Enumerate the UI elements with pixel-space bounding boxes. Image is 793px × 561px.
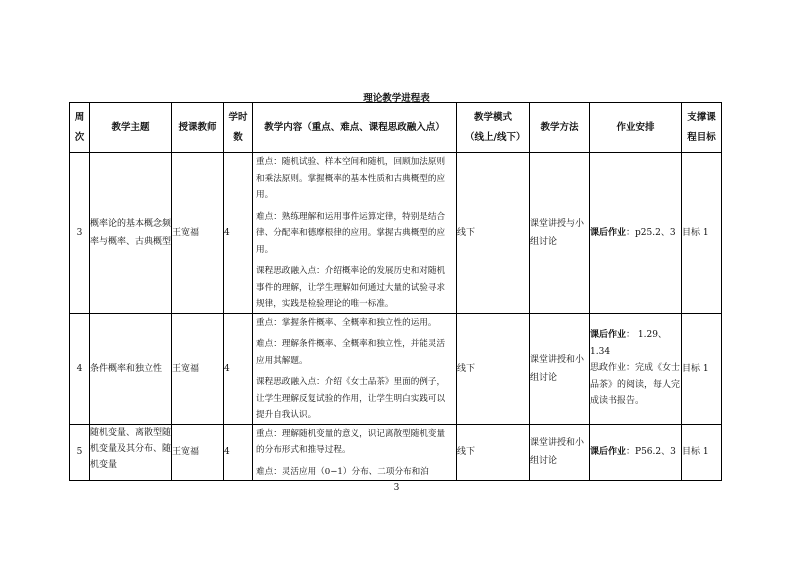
mode-cell: 线下 bbox=[457, 424, 530, 481]
method-cell: 课堂讲授和小组讨论 bbox=[530, 424, 590, 481]
teacher-cell: 王宽福 bbox=[172, 424, 224, 481]
header-row bbox=[70, 103, 722, 153]
hours-cell: 4 bbox=[224, 153, 253, 314]
homework-text: ： 1.29、1.34 bbox=[590, 330, 667, 357]
week-cell: 5 bbox=[70, 424, 90, 481]
difficult-point: 难点：灵活应用（0−1）分布、二项分布和泊 bbox=[256, 466, 429, 477]
homework-text: ：p25.2、3 bbox=[626, 227, 676, 238]
teaching-schedule-table bbox=[69, 102, 722, 481]
header-mode: 教学模式（线上/线下） bbox=[457, 103, 530, 153]
key-point: 重点：随机试验、样本空间和随机，回顾加法原则和乘法原则。掌握概率的基本性质和古典概型的应用。 bbox=[256, 157, 446, 200]
ideological-homework: 思政作业：完成《女士品茶》的阅读，每人完成读书报告。 bbox=[590, 363, 681, 407]
teacher-cell: 王宽福 bbox=[172, 313, 224, 424]
method-cell: 课堂讲授与小组讨论 bbox=[530, 153, 590, 314]
homework-cell bbox=[590, 153, 682, 314]
teacher-cell: 王宽福 bbox=[172, 153, 224, 314]
topic-cell: 条件概率和独立性 bbox=[90, 313, 172, 424]
header-topic: 教学主题 bbox=[90, 103, 172, 153]
mode-cell: 线下 bbox=[457, 153, 530, 314]
homework-cell bbox=[590, 313, 682, 424]
goal-cell: 目标 1 bbox=[682, 313, 722, 424]
key-point: 重点：掌握条件概率、全概率和独立性的运用。 bbox=[256, 317, 437, 328]
goal-cell: 目标 1 bbox=[682, 153, 722, 314]
hours-cell: 4 bbox=[224, 313, 253, 424]
header-week: 周次 bbox=[70, 103, 90, 153]
header-goal: 支撑课程目标 bbox=[682, 103, 722, 153]
week-cell: 3 bbox=[70, 153, 90, 314]
page-number: 3 bbox=[393, 483, 400, 493]
content-cell bbox=[253, 153, 457, 314]
homework-cell bbox=[590, 424, 682, 481]
hours-cell: 4 bbox=[224, 424, 253, 481]
difficult-point: 难点：熟练理解和运用事件运算定律，特别是结合律、分配率和德摩根律的应用。掌握古典概型的应用。 bbox=[256, 211, 446, 255]
content-cell bbox=[253, 313, 457, 424]
header-hours: 学时数 bbox=[224, 103, 253, 153]
table-row bbox=[70, 153, 722, 314]
header-teacher: 授课教师 bbox=[172, 103, 224, 153]
homework-text: ：P56.2、3 bbox=[626, 447, 676, 458]
homework-label: 课后作业 bbox=[590, 447, 627, 458]
content-cell bbox=[253, 424, 457, 481]
week-cell: 4 bbox=[70, 313, 90, 424]
header-method: 教学方法 bbox=[530, 103, 590, 153]
topic-cell: 随机变量、离散型随机变量及其分布、随机变量 bbox=[90, 424, 172, 481]
mode-cell: 线下 bbox=[457, 313, 530, 424]
topic-cell: 概率论的基本概念频率与概率、古典概型 bbox=[90, 153, 172, 314]
table-row bbox=[70, 424, 722, 481]
difficult-point: 难点：理解条件概率、全概率和独立性，并能灵活应用其解题。 bbox=[256, 339, 446, 366]
key-point: 重点：理解随机变量的意义，识记离散型随机变量的分布形式和推导过程。 bbox=[256, 428, 446, 455]
table-row bbox=[70, 313, 722, 424]
page-title: 理论教学进程表 bbox=[363, 93, 430, 104]
goal-cell: 目标 1 bbox=[682, 424, 722, 481]
ideological-point: 课程思政融入点：介绍《女士品茶》里面的例子，让学生理解反复试验的作用，让学生明白实践可以提升自我认识。 bbox=[256, 377, 446, 420]
header-content: 教学内容（重点、难点、课程思政融入点） bbox=[253, 103, 457, 153]
homework-label: 课后作业 bbox=[590, 227, 627, 238]
header-homework: 作业安排 bbox=[590, 103, 682, 153]
method-cell: 课堂讲授和小组讨论 bbox=[530, 313, 590, 424]
homework-label: 课后作业 bbox=[590, 330, 627, 341]
ideological-point: 课程思政融入点：介绍概率论的发展历史和对随机事件的理解，让学生理解如何通过大量的试验寻求规律，实践是检验理论的唯一标准。 bbox=[256, 266, 446, 309]
